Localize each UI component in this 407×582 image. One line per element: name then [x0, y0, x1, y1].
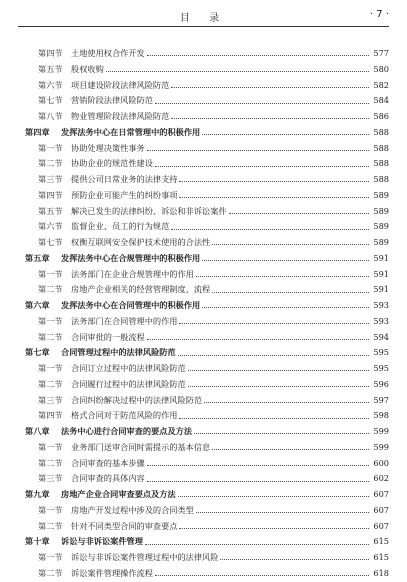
- entry-title: 诉讼与非诉讼案件管理过程中的法律风险: [71, 552, 219, 562]
- toc-section-entry: [0, 471, 407, 487]
- entry-page-number: 615: [373, 536, 389, 547]
- entry-number: 第三节: [38, 473, 63, 484]
- entry-number: 第二节: [38, 520, 63, 531]
- entry-number: 第六节: [38, 79, 63, 90]
- entry-title: 合同纠纷解决过程中的法律风险防范: [71, 394, 203, 405]
- toc-section-entry: [0, 519, 407, 535]
- entry-page-number: 597: [373, 394, 389, 405]
- entry-page-number: 580: [373, 63, 389, 74]
- entry-title: 股权收购: [71, 63, 104, 74]
- toc-section-entry: [0, 141, 407, 157]
- dot-leader: [196, 512, 369, 513]
- dot-leader: [178, 355, 369, 356]
- entry-title: 格式合同对于防范风险的作用: [71, 410, 178, 421]
- toc-chapter-entry: [0, 424, 407, 440]
- toc-section-entry: [0, 172, 407, 188]
- toc-section-entry: [0, 62, 407, 78]
- toc-section-entry: [0, 566, 407, 582]
- entry-page-number: 607: [373, 504, 389, 515]
- entry-title: 针对不同类型合同的审查要点: [71, 520, 178, 531]
- dot-leader: [171, 229, 369, 230]
- dot-leader: [179, 528, 369, 529]
- dot-leader: [147, 339, 369, 340]
- entry-number: 第五节: [38, 63, 63, 74]
- entry-number: 第六章: [25, 300, 50, 310]
- entry-page-number: 591: [373, 284, 389, 295]
- entry-title: 土地使用权合作开发: [71, 48, 145, 58]
- entry-page-number: 593: [373, 315, 389, 326]
- entry-page-number: 596: [373, 378, 389, 389]
- entry-title: 协助企业的规范性建设: [71, 158, 153, 169]
- entry-title: 法务部门在企业合规管理中的作用: [71, 268, 194, 279]
- entry-number: 第七节: [38, 95, 63, 106]
- entry-page-number: 589: [373, 221, 389, 232]
- entry-number: 第九章: [25, 489, 50, 499]
- entry-page-number: 595: [373, 347, 389, 358]
- entry-page-number: 599: [373, 441, 389, 452]
- entry-page-number: 593: [373, 300, 389, 310]
- dot-leader: [188, 386, 369, 387]
- entry-number: 第二节: [38, 331, 63, 342]
- toc-section-entry: [0, 219, 407, 235]
- entry-number: 第一节: [38, 504, 63, 515]
- entry-title: 合同订立过程中的法律风险防范: [71, 363, 186, 373]
- dot-leader: [106, 71, 369, 72]
- entry-page-number: 589: [373, 205, 389, 216]
- dot-leader: [212, 449, 369, 450]
- entry-page-number: 586: [373, 111, 389, 121]
- entry-page-number: 588: [373, 126, 389, 137]
- entry-number: 第一节: [38, 363, 63, 373]
- dot-leader: [188, 370, 369, 371]
- table-of-contents: [0, 46, 407, 582]
- entry-title: 合同审批的一般流程: [71, 331, 145, 342]
- entry-page-number: 594: [373, 331, 389, 342]
- entry-title: 业务部门送审合同时需提示的基本信息: [71, 441, 211, 452]
- dot-leader: [229, 213, 369, 214]
- entry-page-number: 591: [373, 268, 389, 279]
- entry-page-number: 588: [373, 158, 389, 169]
- toc-section-entry: [0, 408, 407, 424]
- dot-leader: [147, 150, 369, 151]
- entry-number: 第二节: [38, 284, 63, 295]
- entry-number: 第三节: [38, 174, 63, 184]
- toc-section-entry: [0, 235, 407, 251]
- entry-number: 第四节: [38, 410, 63, 421]
- entry-page-number: 607: [373, 489, 389, 499]
- entry-page-number: 595: [373, 363, 389, 373]
- toc-section-entry: [0, 393, 407, 409]
- dot-leader: [179, 181, 369, 182]
- entry-title: 合同履行过程中的法律风险防范: [71, 378, 186, 389]
- entry-number: 第七章: [25, 347, 50, 358]
- dot-leader: [155, 575, 369, 576]
- entry-title: 解决已发生的法律纠纷、诉讼和非诉讼案件: [71, 205, 227, 216]
- toc-section-entry: [0, 93, 407, 109]
- entry-number: 第十章: [25, 536, 50, 547]
- entry-title: 合同管理过程中的法律风险防范: [61, 347, 176, 358]
- dot-leader: [147, 481, 369, 482]
- dot-leader: [179, 197, 369, 198]
- dot-leader: [147, 55, 369, 56]
- dot-leader: [147, 465, 369, 466]
- dot-leader: [212, 292, 369, 293]
- dot-leader: [155, 166, 369, 167]
- dot-leader: [179, 418, 369, 419]
- entry-page-number: 600: [373, 457, 389, 468]
- toc-section-entry: [0, 330, 407, 346]
- dot-leader: [178, 496, 369, 497]
- entry-title: 法务部门在合同管理中的作用: [71, 315, 178, 326]
- entry-page-number: 589: [373, 237, 389, 247]
- toc-section-entry: [0, 46, 407, 62]
- page-number: · 7 ·: [369, 9, 389, 20]
- toc-section-entry: [0, 282, 407, 298]
- entry-title: 合同审查的具体内容: [71, 473, 145, 484]
- toc-section-entry: [0, 204, 407, 220]
- toc-section-entry: [0, 156, 407, 172]
- page-title: 目 录: [179, 13, 228, 24]
- toc-chapter-entry: [0, 345, 407, 361]
- toc-section-entry: [0, 78, 407, 94]
- entry-page-number: 582: [373, 79, 389, 90]
- entry-number: 第八章: [25, 426, 50, 436]
- entry-title: 合同审查的基本步骤: [71, 457, 145, 468]
- toc-section-entry: [0, 503, 407, 519]
- dot-leader: [155, 103, 369, 104]
- entry-number: 第二节: [38, 567, 63, 578]
- entry-title: 发挥法务中心在合规管理中的积极作用: [61, 252, 201, 263]
- entry-number: 第五节: [38, 205, 63, 216]
- toc-section-entry: [0, 188, 407, 204]
- entry-number: 第六节: [38, 221, 63, 232]
- dot-leader: [204, 402, 369, 403]
- entry-page-number: 599: [373, 426, 389, 436]
- entry-title: 物业管理阶段法律风险防范: [71, 111, 170, 121]
- entry-page-number: 615: [373, 552, 389, 562]
- entry-number: 第一节: [38, 268, 63, 279]
- toc-section-entry: [0, 550, 407, 566]
- dot-leader: [220, 559, 369, 560]
- entry-number: 第二节: [38, 457, 63, 468]
- toc-section-entry: [0, 109, 407, 125]
- entry-number: 第八节: [38, 111, 63, 121]
- toc-section-entry: [0, 440, 407, 456]
- entry-number: 第一节: [38, 315, 63, 326]
- entry-title: 诉讼与非诉讼案件管理: [61, 536, 143, 547]
- entry-title: 提供公司日常业务的法律支持: [71, 174, 178, 184]
- entry-page-number: 591: [373, 252, 389, 263]
- entry-title: 权衡互联网安全保护技术使用的合法性: [71, 237, 211, 247]
- dot-leader: [171, 118, 369, 119]
- entry-number: 第三节: [38, 394, 63, 405]
- toc-section-entry: [0, 377, 407, 393]
- toc-section-entry: [0, 314, 407, 330]
- entry-title: 房地产企业相关的经营管理制度、流程: [71, 284, 211, 295]
- entry-page-number: 588: [373, 174, 389, 184]
- page-header: [18, 5, 389, 27]
- dot-leader: [202, 260, 369, 261]
- entry-number: 第一节: [38, 552, 63, 562]
- toc-chapter-entry: [0, 487, 407, 503]
- dot-leader: [196, 276, 369, 277]
- dot-leader: [202, 307, 369, 308]
- entry-number: 第一节: [38, 441, 63, 452]
- dot-leader: [194, 433, 369, 434]
- entry-title: 项目建设阶段法律风险防范: [71, 79, 170, 90]
- entry-title: 营销阶段法律风险防范: [71, 95, 153, 106]
- entry-number: 第四节: [38, 48, 63, 58]
- header-rule: [18, 26, 389, 27]
- toc-chapter-entry: [0, 534, 407, 550]
- entry-number: 第一节: [38, 142, 63, 153]
- entry-page-number: 598: [373, 410, 389, 421]
- toc-chapter-entry: [0, 125, 407, 141]
- toc-section-entry: [0, 267, 407, 283]
- entry-title: 协助处理决策性事务: [71, 142, 145, 153]
- entry-number: 第四章: [25, 126, 50, 137]
- entry-number: 第二节: [38, 378, 63, 389]
- entry-title: 房地产开发过程中涉及的合同类型: [71, 504, 194, 515]
- toc-section-entry: [0, 361, 407, 377]
- entry-page-number: 618: [373, 567, 389, 578]
- dot-leader: [171, 87, 369, 88]
- entry-title: 发挥法务中心在合同管理中的积极作用: [61, 300, 201, 310]
- entry-title: 诉讼案件管理操作流程: [71, 567, 153, 578]
- entry-number: 第五章: [25, 252, 50, 263]
- entry-title: 监督企业、员工的行为规范: [71, 221, 170, 232]
- dot-leader: [202, 134, 369, 135]
- entry-page-number: 607: [373, 520, 389, 531]
- toc-section-entry: [0, 456, 407, 472]
- toc-chapter-entry: [0, 251, 407, 267]
- dot-leader: [179, 323, 369, 324]
- entry-page-number: 589: [373, 189, 389, 200]
- entry-page-number: 584: [373, 95, 389, 106]
- entry-page-number: 588: [373, 142, 389, 153]
- entry-number: 第四节: [38, 189, 63, 200]
- entry-page-number: 577: [373, 48, 389, 58]
- entry-title: 发挥法务中心在日常管理中的积极作用: [61, 126, 201, 137]
- entry-number: 第二节: [38, 158, 63, 169]
- entry-title: 法务中心进行合同审查的要点及方法: [61, 426, 193, 436]
- entry-title: 房地产企业合同审查要点及方法: [61, 489, 176, 499]
- dot-leader: [145, 544, 369, 545]
- entry-page-number: 602: [373, 473, 389, 484]
- toc-chapter-entry: [0, 298, 407, 314]
- entry-title: 预防企业可能产生的纠纷事项: [71, 189, 178, 200]
- dot-leader: [212, 244, 369, 245]
- entry-number: 第七节: [38, 237, 63, 247]
